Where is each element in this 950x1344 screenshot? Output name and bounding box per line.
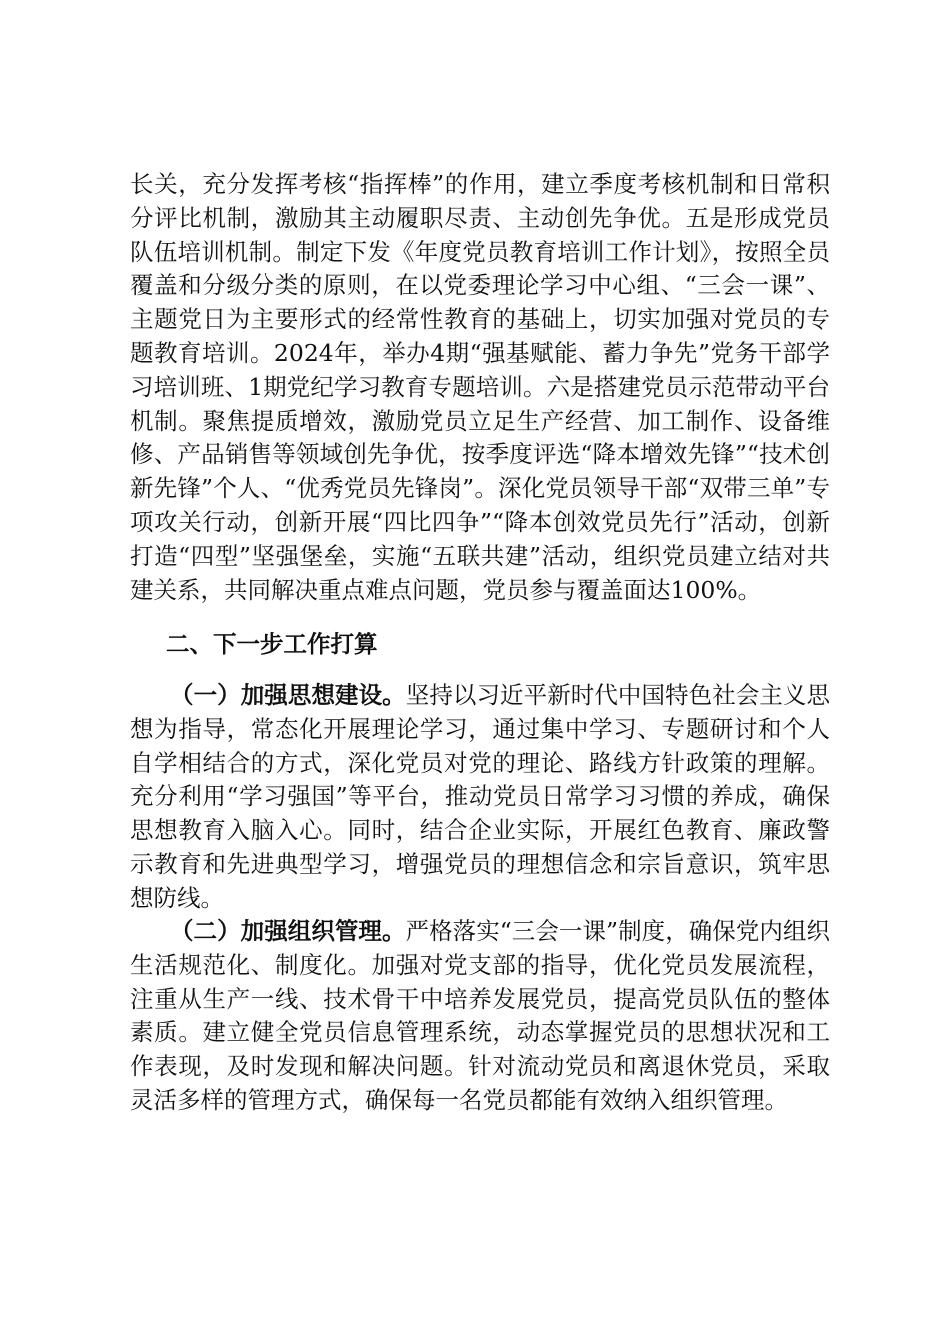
section-heading: 二、下一步工作打算: [166, 630, 378, 658]
item-text-2: 严格落实“三会一课”制度，确保党内组织生活规范化、制度化。加强对党支部的指导，优化党员发展流程，注重从生产一线、技术骨干中培养发展党员，提高党员队伍的整体素质。建立健全党员信息管理系统，动态掌握党员的思想状况和工作表现，及时发现和解决问题。针对流动党员和离退休党员，采取灵活多样的管理方式，确保每一名党员都能有效纳入组织管理。: [130, 917, 831, 1114]
item-paragraph-1: [130, 679, 830, 916]
item-text-1: 坚持以习近平新时代中国特色社会主义思想为指导，常态化开展理论学习，通过集中学习、专题研讨和个人自学相结合的方式，深化党员对党的理论、路线方针政策的理解。充分利用“学习强国”等平台，推动党员日常学习习惯的养成，确保思想教育入脑入心。同时，结合企业实际，开展红色教育、廉政警示教育和先进典型学习，增强党员的理想信念和宗旨意识，筑牢思想防线。: [130, 681, 831, 912]
body-paragraph: 长关，充分发挥考核“指挥棒”的作用，建立季度考核机制和日常积分评比机制，激励其主动履职尽责、主动创先争优。五是形成党员队伍培训机制。制定下发《年度党员教育培训工作计划》，按照全员覆盖和分级分类的原则，在以党委理论学习中心组、“三会一课”、主题党日为主要形式的经常性教育的基础上，切实加强对党员的专题教育培训。2024年，举办4期“强基赋能、蓄力争先”党务干部学习培训班、1期党纪学习教育专题培训。六是搭建党员示范带动平台机制。聚焦提质增效，激励党员立足生产经营、加工制作、设备维修、产品销售等领域创先争优，按季度评选“降本增效先锋”“技术创新先锋”个人、“优秀党员先锋岗”。深化党员领导干部“双带三单”专项攻关行动，创新开展“四比四争”“降本创效党员先行”活动，创新打造“四型”坚强堡垒，实施“五联共建”活动，组织党员建立结对共建关系，共同解决重点难点问题，党员参与覆盖面达100%。: [130, 170, 830, 604]
item-lead-1: （一）加强思想建设。: [170, 681, 406, 709]
item-lead-2: （二）加强组织管理。: [170, 917, 406, 945]
item-paragraph-2: [130, 915, 830, 1118]
